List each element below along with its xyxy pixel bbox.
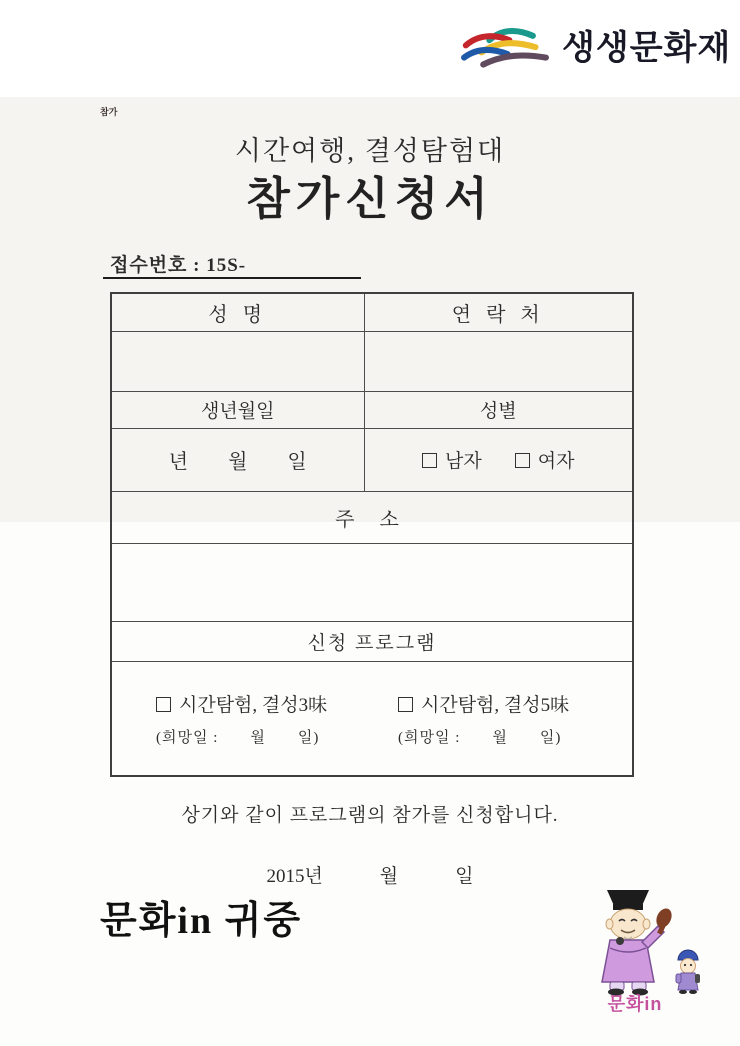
program1-checkbox[interactable] (156, 697, 171, 712)
program1-label: 시간탐험, 결성3味 (179, 694, 328, 716)
form-title: 참가신청서 (246, 174, 494, 224)
program1-date-hint[interactable]: (희망일 : 월 일) (156, 729, 320, 746)
program-options-cell (111, 661, 633, 776)
gender-input-cell (364, 428, 633, 491)
program-header-cell: 신청 프로그램 (111, 621, 633, 661)
program-option-2[interactable] (372, 690, 632, 747)
female-checkbox[interactable] (515, 453, 530, 468)
recipient-text: 문화in 귀중 (100, 900, 303, 942)
male-label: 남자 (445, 451, 482, 472)
address-input-cell[interactable] (111, 543, 633, 621)
form-subtitle: 시간여행, 결성탐험대 (234, 136, 506, 166)
contact-input-cell[interactable] (364, 331, 633, 391)
mascot-caption: 문화in (607, 994, 663, 1014)
birthdate-input-cell[interactable]: 년 월 일 (111, 428, 364, 491)
male-checkbox[interactable] (422, 453, 437, 468)
corner-label: 참가 (100, 107, 118, 117)
application-form-table (110, 292, 634, 777)
brand-logo (458, 22, 731, 74)
gender-female-option[interactable] (515, 446, 575, 473)
program2-date-hint[interactable]: (희망일 : 월 일) (398, 729, 562, 746)
contact-header-cell: 연 락 처 (364, 293, 633, 331)
name-input-cell[interactable] (111, 331, 364, 391)
program2-checkbox[interactable] (398, 697, 413, 712)
declaration-text: 상기와 같이 프로그램의 참가를 신청합니다. (181, 805, 559, 826)
receipt-number-field[interactable]: 접수번호 : 15S- (103, 250, 361, 279)
date-line[interactable]: 2015년 월 일 (266, 866, 474, 887)
program-option-1[interactable] (112, 690, 372, 747)
brand-name: 생생문화재 (562, 29, 732, 67)
address-header-cell: 주 소 (111, 491, 633, 543)
gender-male-option[interactable] (422, 446, 482, 473)
name-header-cell: 성 명 (111, 293, 364, 331)
program2-label: 시간탐험, 결성5味 (421, 694, 570, 716)
gender-header-cell: 성별 (364, 391, 633, 428)
brand-swoosh-icon (458, 22, 552, 74)
birthdate-header-cell: 생년월일 (111, 391, 364, 428)
female-label: 여자 (537, 451, 575, 472)
